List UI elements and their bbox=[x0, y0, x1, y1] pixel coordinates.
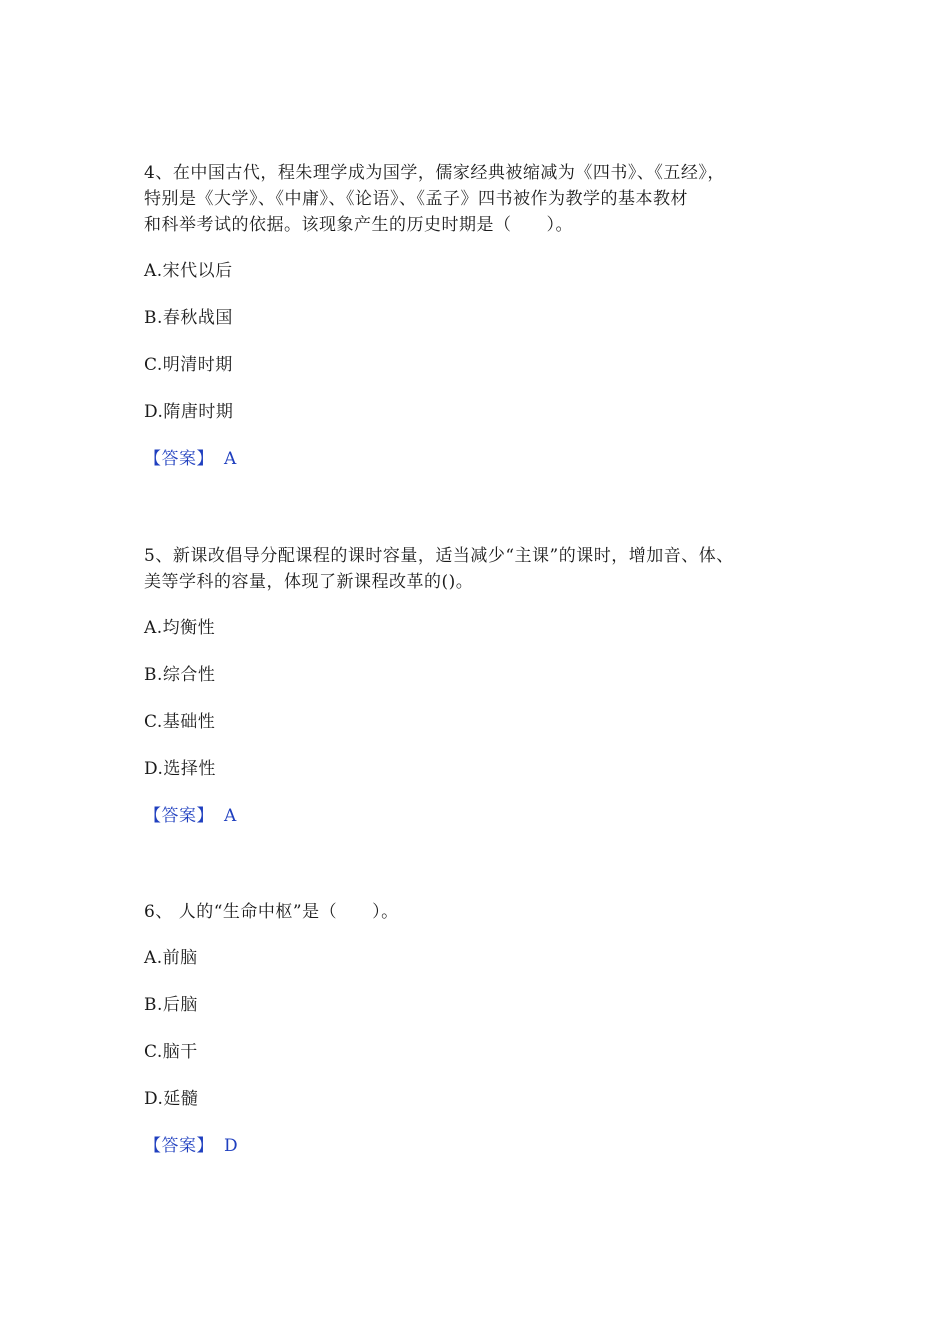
stem-line: 特别是《大学》、《中庸》、《论语》、《孟子》四书被作为教学的基本教材 bbox=[144, 189, 688, 209]
question-stem bbox=[144, 899, 804, 925]
answer-value: A bbox=[224, 449, 237, 469]
option-list bbox=[144, 258, 804, 446]
question-4 bbox=[144, 160, 804, 472]
answer-label: 【答案】 bbox=[144, 806, 214, 826]
option-b: B.后脑 bbox=[144, 995, 198, 1015]
option-list bbox=[144, 945, 804, 1133]
option-d: D.选择性 bbox=[144, 759, 216, 779]
option-a: A.均衡性 bbox=[144, 618, 216, 638]
option-a: A.宋代以后 bbox=[144, 261, 233, 281]
stem-line: 美等学科的容量，体现了新课程改革的()。 bbox=[144, 572, 474, 592]
question-5 bbox=[144, 543, 804, 829]
option-d: D.隋唐时期 bbox=[144, 402, 234, 422]
option-c: C.明清时期 bbox=[144, 355, 233, 375]
option-b: B.春秋战国 bbox=[144, 308, 233, 328]
question-stem bbox=[144, 543, 804, 595]
stem-line: 5、新课改倡导分配课程的课时容量，适当减少“主课”的课时，增加音、体、 bbox=[144, 546, 734, 566]
answer-label: 【答案】 bbox=[144, 449, 214, 469]
answer-line bbox=[144, 446, 804, 472]
option-c: C.基础性 bbox=[144, 712, 216, 732]
answer-line bbox=[144, 803, 804, 829]
question-stem bbox=[144, 160, 804, 238]
option-list bbox=[144, 615, 804, 803]
answer-value: D bbox=[224, 1136, 239, 1156]
stem-line: 和科举考试的依据。该现象产生的历史时期是（ ）。 bbox=[144, 215, 573, 235]
answer-line bbox=[144, 1133, 804, 1159]
stem-line: 6、 人的“生命中枢”是（ ）。 bbox=[144, 902, 399, 922]
answer-label: 【答案】 bbox=[144, 1136, 214, 1156]
option-a: A.前脑 bbox=[144, 948, 198, 968]
option-b: B.综合性 bbox=[144, 665, 216, 685]
answer-value: A bbox=[224, 806, 237, 826]
stem-line: 4、在中国古代，程朱理学成为国学，儒家经典被缩减为《四书》、《五经》， bbox=[144, 163, 725, 183]
question-6 bbox=[144, 899, 804, 1159]
option-c: C.脑干 bbox=[144, 1042, 198, 1062]
option-d: D.延髓 bbox=[144, 1089, 199, 1109]
